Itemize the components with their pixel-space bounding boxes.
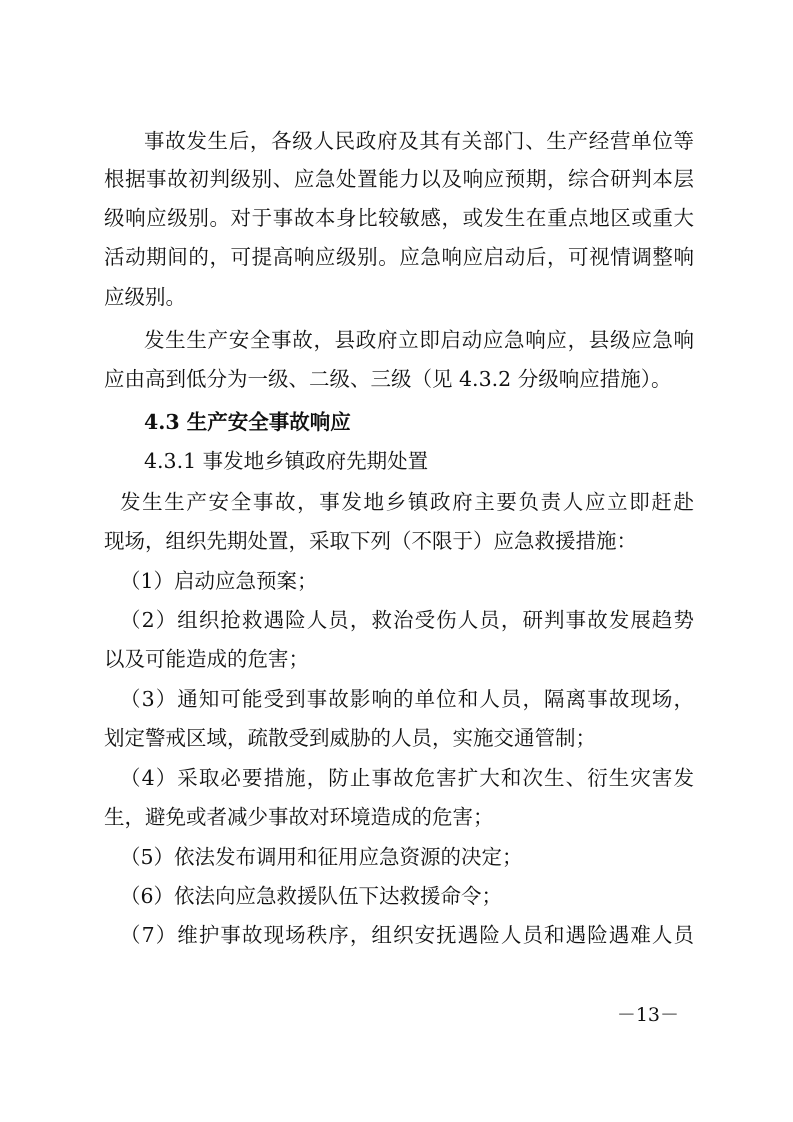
list-item-continuation: 以及可能造成的危害； bbox=[104, 647, 309, 671]
list-item: （6）依法向应急救援队伍下达救援命令； bbox=[120, 884, 503, 908]
paragraph-line: 应级别。 bbox=[104, 285, 186, 309]
subsection-heading: 4.3.1 事发地乡镇政府先期处置 bbox=[144, 449, 429, 473]
paragraph-line: 发生生产安全事故，县政府立即启动应急响应，县级应急响 bbox=[144, 328, 694, 352]
paragraph-line: 现场，组织先期处置，采取下列（不限于）应急救援措施： bbox=[104, 529, 637, 553]
paragraph-line: 应由高到低分为一级、二级、三级（见 4.3.2 分级响应措施）。 bbox=[104, 367, 672, 391]
paragraph-line: 活动期间的，可提高响应级别。应急响应启动后，可视情调整响 bbox=[104, 245, 694, 269]
paragraph-line: 事故发生后，各级人民政府及其有关部门、生产经营单位等 bbox=[144, 129, 694, 153]
list-item: （5）依法发布调用和征用应急资源的决定； bbox=[120, 845, 523, 869]
list-item: （1）启动应急预案； bbox=[120, 569, 318, 593]
list-item: （4）采取必要措施，防止事故危害扩大和次生、衍生灾害发 bbox=[120, 766, 694, 790]
page-number: －13－ bbox=[616, 1004, 679, 1026]
paragraph-line: 根据事故初判级别、应急处置能力以及响应预期，综合研判本层 bbox=[104, 167, 694, 191]
paragraph-line: 级响应级别。对于事故本身比较敏感，或发生在重点地区或重大 bbox=[104, 206, 694, 230]
list-item: （2）组织抢救遇险人员，救治受伤人员，研判事故发展趋势 bbox=[120, 608, 694, 632]
list-item: （7）维护事故现场秩序，组织安抚遇险人员和遇险遇难人员 bbox=[120, 923, 694, 947]
list-item-continuation: 生，避免或者减少事故对环境造成的危害； bbox=[104, 805, 494, 829]
section-heading: 4.3 生产安全事故响应 bbox=[144, 410, 351, 434]
list-item: （3）通知可能受到事故影响的单位和人员，隔离事故现场， bbox=[120, 687, 694, 711]
paragraph-line: 发生生产安全事故，事发地乡镇政府主要负责人应立即赶赴 bbox=[120, 490, 694, 514]
list-item-continuation: 划定警戒区域，疏散受到威胁的人员，实施交通管制； bbox=[104, 726, 596, 750]
